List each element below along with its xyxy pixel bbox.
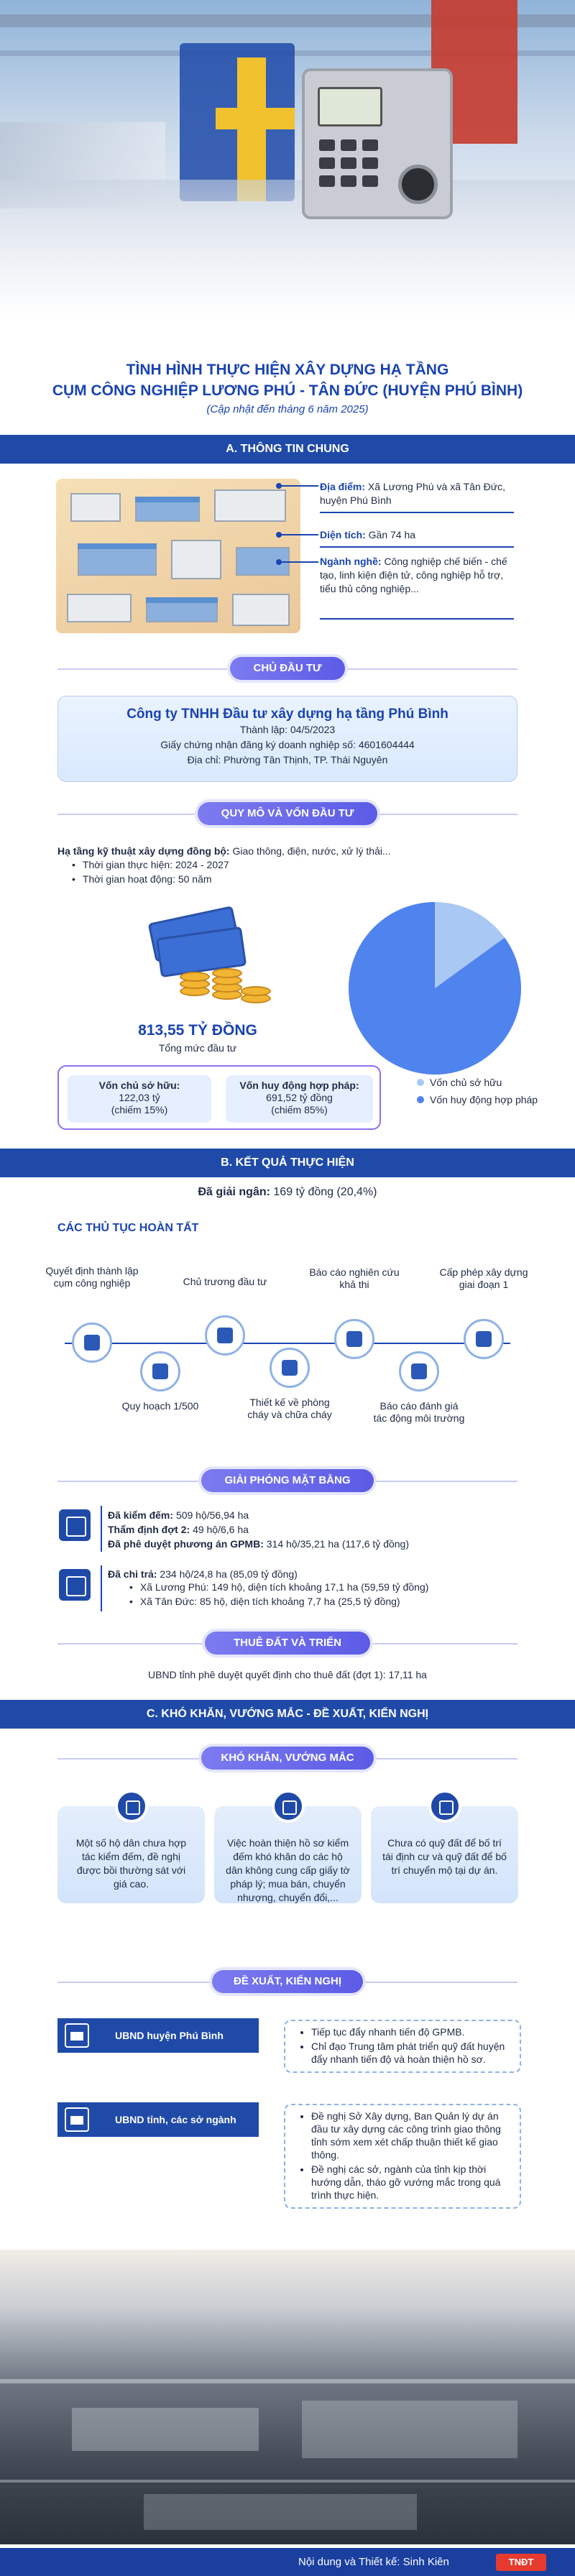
location-info: Địa điểm: Xã Lương Phú và xã Tân Đức, huyện Phú Bình [320, 481, 506, 506]
procedure-node-7 [464, 1319, 504, 1359]
difficulty-card-1: Một số hộ dân chưa hợp tác kiểm đếm, đề nghị được bồi thường sát với giá cao. [58, 1806, 205, 1903]
infra-text: Hạ tầng kỹ thuật xây dựng đồng bộ: Giao thông, điện, nước, xử lý thải... [58, 845, 391, 857]
impl-time: • Thời gian thực hiện: 2024 - 2027 [72, 859, 229, 870]
org-province: UBND tỉnh, các sở ngành [58, 2102, 259, 2137]
legend-legal: Vốn huy động hợp pháp [417, 1094, 538, 1105]
procedure-label-2: Quy hoạch 1/500 [121, 1400, 199, 1412]
op-time: • Thời gian hoạt động: 50 năm [72, 873, 212, 885]
investor-cert: Giấy chứng nhận đăng ký doanh nghiệp số: 4601604444 [160, 739, 415, 750]
equity-card: Vốn chủ sở hữu: 122,03 tỷ (chiếm 15%) [68, 1075, 211, 1123]
industrial-park-illustration [56, 479, 300, 633]
org-district: UBND huyện Phú Bình [58, 2018, 259, 2053]
paid-luongphu: • Xã Lương Phú: 149 hộ, diện tích khoảng 17,1 ha (59,59 tỷ đồng) [129, 1581, 428, 1593]
industry-info: Ngành nghề: Công nghiệp chế biến - chế tạo, linh kiện điện tử, công nghiệp hỗ trợ, tiểu thủ công nghiệp... [320, 556, 507, 594]
land-pill: THUÊ ĐẤT VÀ TRIỂN KHAI [205, 1632, 370, 1655]
capital-pie-chart [345, 898, 525, 1078]
hero-image [0, 0, 575, 320]
gpmb-pill: GIẢI PHÓNG MẶT BẰNG (GPMB) [201, 1469, 374, 1492]
section-c-heading: C. KHÓ KHĂN, VƯỚNG MẮC - ĐỀ XUẤT, KIẾN NGHỊ [0, 1700, 575, 1729]
payment-icon [59, 1569, 91, 1601]
money-icon [144, 900, 273, 1015]
page-subtitle: (Cập nhật đến tháng 6 năm 2025) [206, 403, 369, 415]
procedure-label-3: Chủ trương đầu tư [183, 1276, 267, 1287]
procedure-node-3 [205, 1315, 245, 1356]
investor-pill: CHỦ ĐẦU TƯ [230, 657, 345, 680]
proposals-pill: ĐỀ XUẤT, KIẾN NGHỊ [212, 1970, 363, 1993]
procedure-label-5: Báo cáo nghiên cứu khả thi [309, 1266, 400, 1290]
total-investment: 813,55 TỶ ĐỒNG [138, 1022, 257, 1039]
document-icon [59, 1509, 91, 1541]
scale-pill: QUY MÔ VÀ VỐN ĐẦU TƯ [198, 802, 377, 825]
brand-logo: TNĐT [496, 2554, 546, 2571]
legend-swatch-equity [417, 1079, 424, 1086]
legend-swatch-legal [417, 1096, 424, 1103]
difficulty-card-3: Chưa có quỹ đất để bố trí tái định cư và quỹ đất để bố trí chuyển mộ tại dự án. [371, 1806, 518, 1903]
investor-name: Công ty TNHH Đầu tư xây dựng hạ tầng Phú Bình [126, 707, 448, 722]
inventoried-text: Đã kiểm đếm: 509 hộ/56,94 ha [108, 1509, 249, 1521]
land-text: UBND tỉnh phê duyệt quyết định cho thuê đất (đợt 1): 17,11 ha [148, 1669, 427, 1680]
procedure-label-1: Quyết định thành lập cụm công nghiệp [45, 1265, 139, 1289]
approved2-text: Thẩm định đợt 2: 49 hộ/6,6 ha [108, 1524, 249, 1535]
disbursed-text: Đã giải ngân: 169 tỷ đồng (20,4%) [198, 1186, 377, 1198]
control-panel-illustration [302, 68, 453, 219]
total-investment-label: Tổng mức đầu tư [158, 1042, 237, 1054]
page-title: TÌNH HÌNH THỰC HIỆN XÂY DỰNG HẠ TẦNG CỤM CÔNG NGHIỆP LƯƠNG PHÚ - TÂN ĐỨC (HUYỆN PHÚ BÌNH) [52, 362, 523, 399]
difficulties-pill: KHÓ KHĂN, VƯỚNG MẮC [201, 1747, 374, 1770]
province-recommendations: • Đề nghị Sở Xây dựng, Ban Quản lý dự án đầu tư xây dựng các công trình giao thông tỉnh sớm xem xét chấp thuận thiết kế giao thông. • Đề nghị các sở, ngành của tỉnh kịp thời hướng dẫn, tháo gỡ vướng mắc trong quá trình thực hiện. [284, 2104, 521, 2209]
section-a-heading: A. THÔNG TIN CHUNG [0, 435, 575, 464]
procedure-node-6 [399, 1351, 439, 1392]
land-icon [428, 1790, 461, 1823]
procedure-label-7: Cấp phép xây dựng giai đoạn 1 [439, 1266, 528, 1290]
building-icon [65, 2023, 89, 2048]
procedure-node-1 [72, 1322, 112, 1363]
procedure-label-6: Báo cáo đánh giá tác động môi trường [373, 1400, 465, 1424]
district-recommendations: • Tiếp tục đẩy nhanh tiến độ GPMB. • Chỉ đạo Trung tâm phát triển quỹ đất huyện đẩy nhanh tiến độ và hoàn thiện hồ sơ. [284, 2020, 521, 2073]
investor-founded: Thành lập: 04/5/2023 [239, 724, 336, 735]
industrial-park-aerial-photo [0, 2250, 575, 2544]
procedure-label-4: Thiết kế về phòng cháy và chữa cháy [247, 1397, 332, 1420]
plan-approved-text: Đã phê duyệt phương án GPMB: 314 hộ/35,21 ha (117,6 tỷ đồng) [108, 1538, 409, 1550]
procedure-node-5 [334, 1319, 374, 1359]
area-info: Diện tích: Gần 74 ha [320, 529, 416, 540]
investor-card [58, 696, 518, 782]
investor-address: Địa chỉ: Phường Tân Thịnh, TP. Thái Nguyên [187, 754, 388, 765]
people-icon [115, 1790, 148, 1823]
paid-tanduc: • Xã Tân Đức: 85 hộ, diện tích khoảng 7,7 ha (25,5 tỷ đồng) [129, 1596, 400, 1607]
footer-credit: Nội dung và Thiết kế: Sinh Kiên [298, 2556, 449, 2568]
paid-text: Đã chi trả: 234 hộ/24,8 ha (85,09 tỷ đồng) [108, 1568, 298, 1580]
capital-breakdown [58, 1065, 381, 1130]
legend-equity: Vốn chủ sở hữu [417, 1077, 502, 1088]
government-icon [65, 2107, 89, 2132]
gavel-icon [272, 1790, 305, 1823]
procedure-node-2 [140, 1351, 180, 1392]
section-b-heading: B. KẾT QUẢ THỰC HIỆN [0, 1149, 575, 1177]
footer [0, 2548, 575, 2576]
difficulty-card-2: Việc hoàn thiện hồ sơ kiểm đếm khó khăn do các hộ dân không cung cấp giấy tờ pháp lý; mua bán, chuyển nhượng, chuyển đổi,... [214, 1806, 362, 1903]
legal-card: Vốn huy động hợp pháp: 691,52 tỷ đồng (chiếm 85%) [226, 1075, 373, 1123]
procedure-node-4 [270, 1348, 310, 1388]
procedures-title: CÁC THỦ TỤC HOÀN TẤT [58, 1222, 199, 1234]
